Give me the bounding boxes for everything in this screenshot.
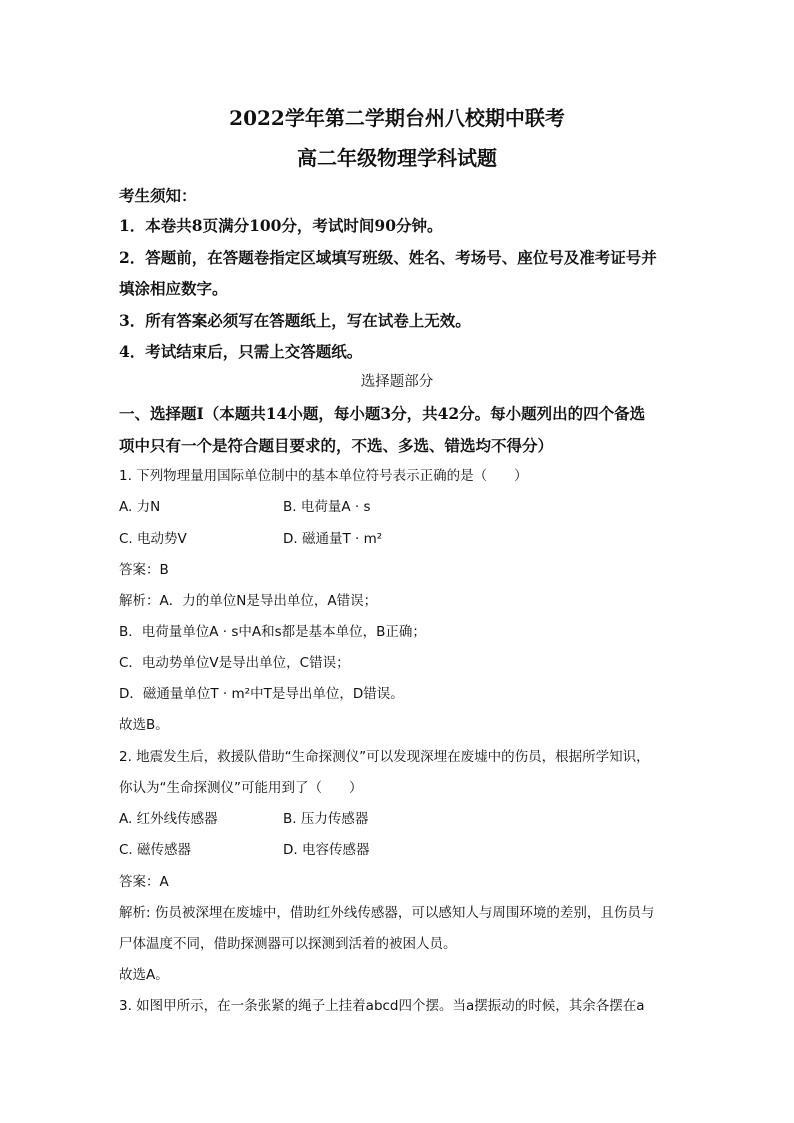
q1-option-d: D. 磁通量T · m² (283, 531, 383, 547)
question-2-stem: 你认为“生命探测仪”可能用到了（ ） (119, 780, 363, 796)
section-heading: 一、选择题Ⅰ（本题共14小题，每小题3分，共42分。每小题列出的四个备选 (119, 404, 646, 423)
notice-item: 4．考试结束后，只需上交答题纸。 (119, 342, 363, 361)
q1-analysis-line: D．磁通量单位T · m²中T是导出单位，D错误。 (119, 686, 404, 702)
q2-conclusion: 故选A。 (119, 967, 169, 983)
q2-analysis-line: 解析: 伤员被深埋在废墟中，借助红外线传感器，可以感知人与周围环境的差别，且伤员与 (119, 905, 655, 921)
q2-option-c: C. 磁传感器 (119, 842, 192, 858)
question-2-stem: 2. 地震发生后，救援队借助“生命探测仪”可以发现深埋在废墟中的伤员，根据所学知识， (119, 749, 650, 765)
notice-item: 1．本卷共8页满分100分，考试时间90分钟。 (119, 216, 443, 235)
q2-option-a: A. 红外线传感器 (119, 811, 218, 827)
q1-option-a: A. 力N (119, 499, 161, 515)
q2-option-b: B. 压力传感器 (283, 811, 369, 827)
section-label: 选择题部分 (360, 374, 434, 390)
question-1-stem: 1. 下列物理量用国际单位制中的基本单位符号表示正确的是（ ） (119, 468, 528, 484)
exam-title: 2022学年第二学期台州八校期中联考 (229, 106, 565, 130)
notice-item: 填涂相应数字。 (119, 279, 228, 298)
q1-option-c: C. 电动势V (119, 531, 187, 547)
q1-option-b: B. 电荷量A · s (283, 499, 371, 515)
q1-analysis-line: 解析：A．力的单位N是导出单位，A错误； (119, 593, 378, 609)
notice-item: 2．答题前，在答题卷指定区域填写班级、姓名、考场号、座位号及准考证号并 (119, 248, 657, 267)
q1-analysis-line: B．电荷量单位A · s中A和s都是基本单位，B正确； (119, 624, 426, 640)
notice-heading: 考生须知： (119, 186, 197, 205)
q2-answer: 答案：A (119, 874, 169, 890)
notice-item: 3．所有答案必须写在答题纸上，写在试卷上无效。 (119, 311, 471, 330)
q2-analysis-line: 尸体温度不同，借助探测器可以探测到活着的被困人员。 (119, 936, 457, 952)
q1-conclusion: 故选B。 (119, 717, 169, 733)
question-3-stem: 3. 如图甲所示，在一条张紧的绳子上挂着abcd四个摆。当a摆振动的时候，其余各摆在a (119, 998, 645, 1014)
q2-option-d: D. 电容传感器 (283, 842, 370, 858)
q1-answer: 答案：B (119, 562, 169, 578)
section-heading: 项中只有一个是符合题目要求的，不选、多选、错选均不得分） (119, 436, 554, 455)
q1-analysis-line: C．电动势单位V是导出单位，C错误； (119, 655, 350, 671)
exam-subtitle: 高二年级物理学科试题 (297, 146, 497, 170)
